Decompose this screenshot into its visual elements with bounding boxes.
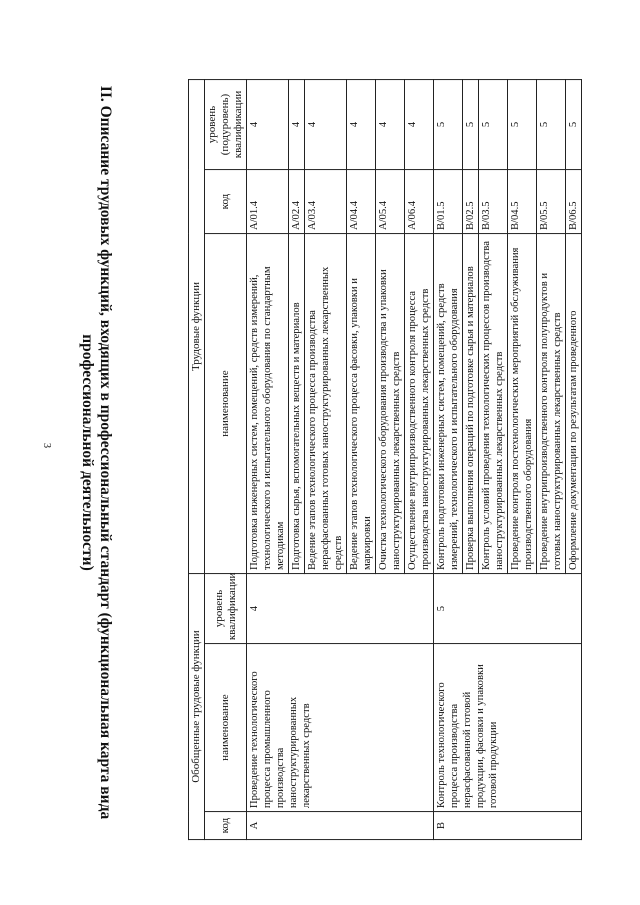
group-name: Проведение технологического процесса промышленного производства наноструктурированных лекарственных средств — [247, 644, 434, 812]
function-level: 5 — [434, 80, 463, 170]
function-name: Проведение внутрипроизводственного контроля полупродуктов и готовых наноструктурированных лекарственных средств — [537, 234, 566, 574]
header-generalized-functions: Обобщенные трудовые функции — [189, 574, 205, 840]
function-code: B/04.5 — [508, 170, 537, 234]
table-header-row-1 — [189, 80, 205, 840]
function-code: A/04.4 — [347, 170, 376, 234]
page-title-line1: II. Описание трудовых функций, входящих в профессиональный стандарт (функциональная карта вида — [97, 85, 114, 820]
function-level: 5 — [566, 80, 582, 170]
function-code: A/05.4 — [376, 170, 405, 234]
function-code: B/06.5 — [566, 170, 582, 234]
function-name: Проверка выполнения операций по подготовке сырья и материалов — [463, 234, 479, 574]
function-level: 4 — [247, 80, 289, 170]
header-function-name: наименование — [205, 234, 247, 574]
header-name: наименование — [205, 644, 247, 812]
function-name: Оформление документации по результатам проведенного — [566, 234, 582, 574]
header-labor-functions: Трудовые функции — [189, 80, 205, 574]
function-level: 4 — [405, 80, 434, 170]
function-level: 4 — [347, 80, 376, 170]
function-name: Подготовка сырья, вспомогательных веществ и материалов — [289, 234, 305, 574]
group-level: 5 — [434, 574, 582, 644]
function-code: A/03.4 — [305, 170, 347, 234]
function-name: Контроль подготовки инженерных систем, помещений, средств измерений, технологического и испытательного оборудования — [434, 234, 463, 574]
function-code: B/02.5 — [463, 170, 479, 234]
function-level: 5 — [537, 80, 566, 170]
function-code: A/06.4 — [405, 170, 434, 234]
table-row — [247, 80, 289, 840]
function-level: 5 — [508, 80, 537, 170]
page-number: 3 — [41, 443, 52, 448]
function-level: 4 — [305, 80, 347, 170]
header-code: код — [205, 812, 247, 840]
page-title-line2: профессиональной деятельности) — [79, 334, 96, 571]
function-name: Проведение контроля постехнологических мероприятий обслуживания производственного оборудования — [508, 234, 537, 574]
function-code: B/01.5 — [434, 170, 463, 234]
group-name: Контроль технологического процесса производства нерасфасованной готовой продукции, фасовки и упаковки готовой продукции — [434, 644, 582, 812]
group-level: 4 — [247, 574, 434, 644]
function-level: 5 — [479, 80, 508, 170]
function-name: Осуществление внутрипроизводственного контроля процесса производства наноструктурированных лекарственных средств — [405, 234, 434, 574]
header-qual-level: уровень квалификации — [205, 574, 247, 644]
function-name: Ведение этапов технологического процесса производства нерасфасованных готовых наноструктурированных лекарственных средств — [305, 234, 347, 574]
function-code: B/05.5 — [537, 170, 566, 234]
table-row — [434, 80, 463, 840]
function-code: B/03.5 — [479, 170, 508, 234]
table-header-row-2 — [205, 80, 247, 840]
function-level: 4 — [289, 80, 305, 170]
function-name: Очистка технологического оборудования производства и упаковки наноструктурированных лекарственных средств — [376, 234, 405, 574]
group-code: B — [434, 812, 582, 840]
header-subqual-level: уровень (подуровень) квалификации — [205, 80, 247, 170]
function-code: A/02.4 — [289, 170, 305, 234]
function-level: 5 — [463, 80, 479, 170]
function-name: Ведение этапов технологического процесса фасовки, упаковки и маркировки — [347, 234, 376, 574]
function-name: Подготовка инженерных систем, помещений, средств измерений, технологического и испытательного оборудования по стандартным методикам — [247, 234, 289, 574]
functional-map-table — [188, 79, 582, 840]
function-level: 4 — [376, 80, 405, 170]
function-code: A/01.4 — [247, 170, 289, 234]
group-code: A — [247, 812, 434, 840]
header-function-code: код — [205, 170, 247, 234]
function-name: Контроль условий проведения технологических процессов производства наноструктурированных лекарственных средств — [479, 234, 508, 574]
